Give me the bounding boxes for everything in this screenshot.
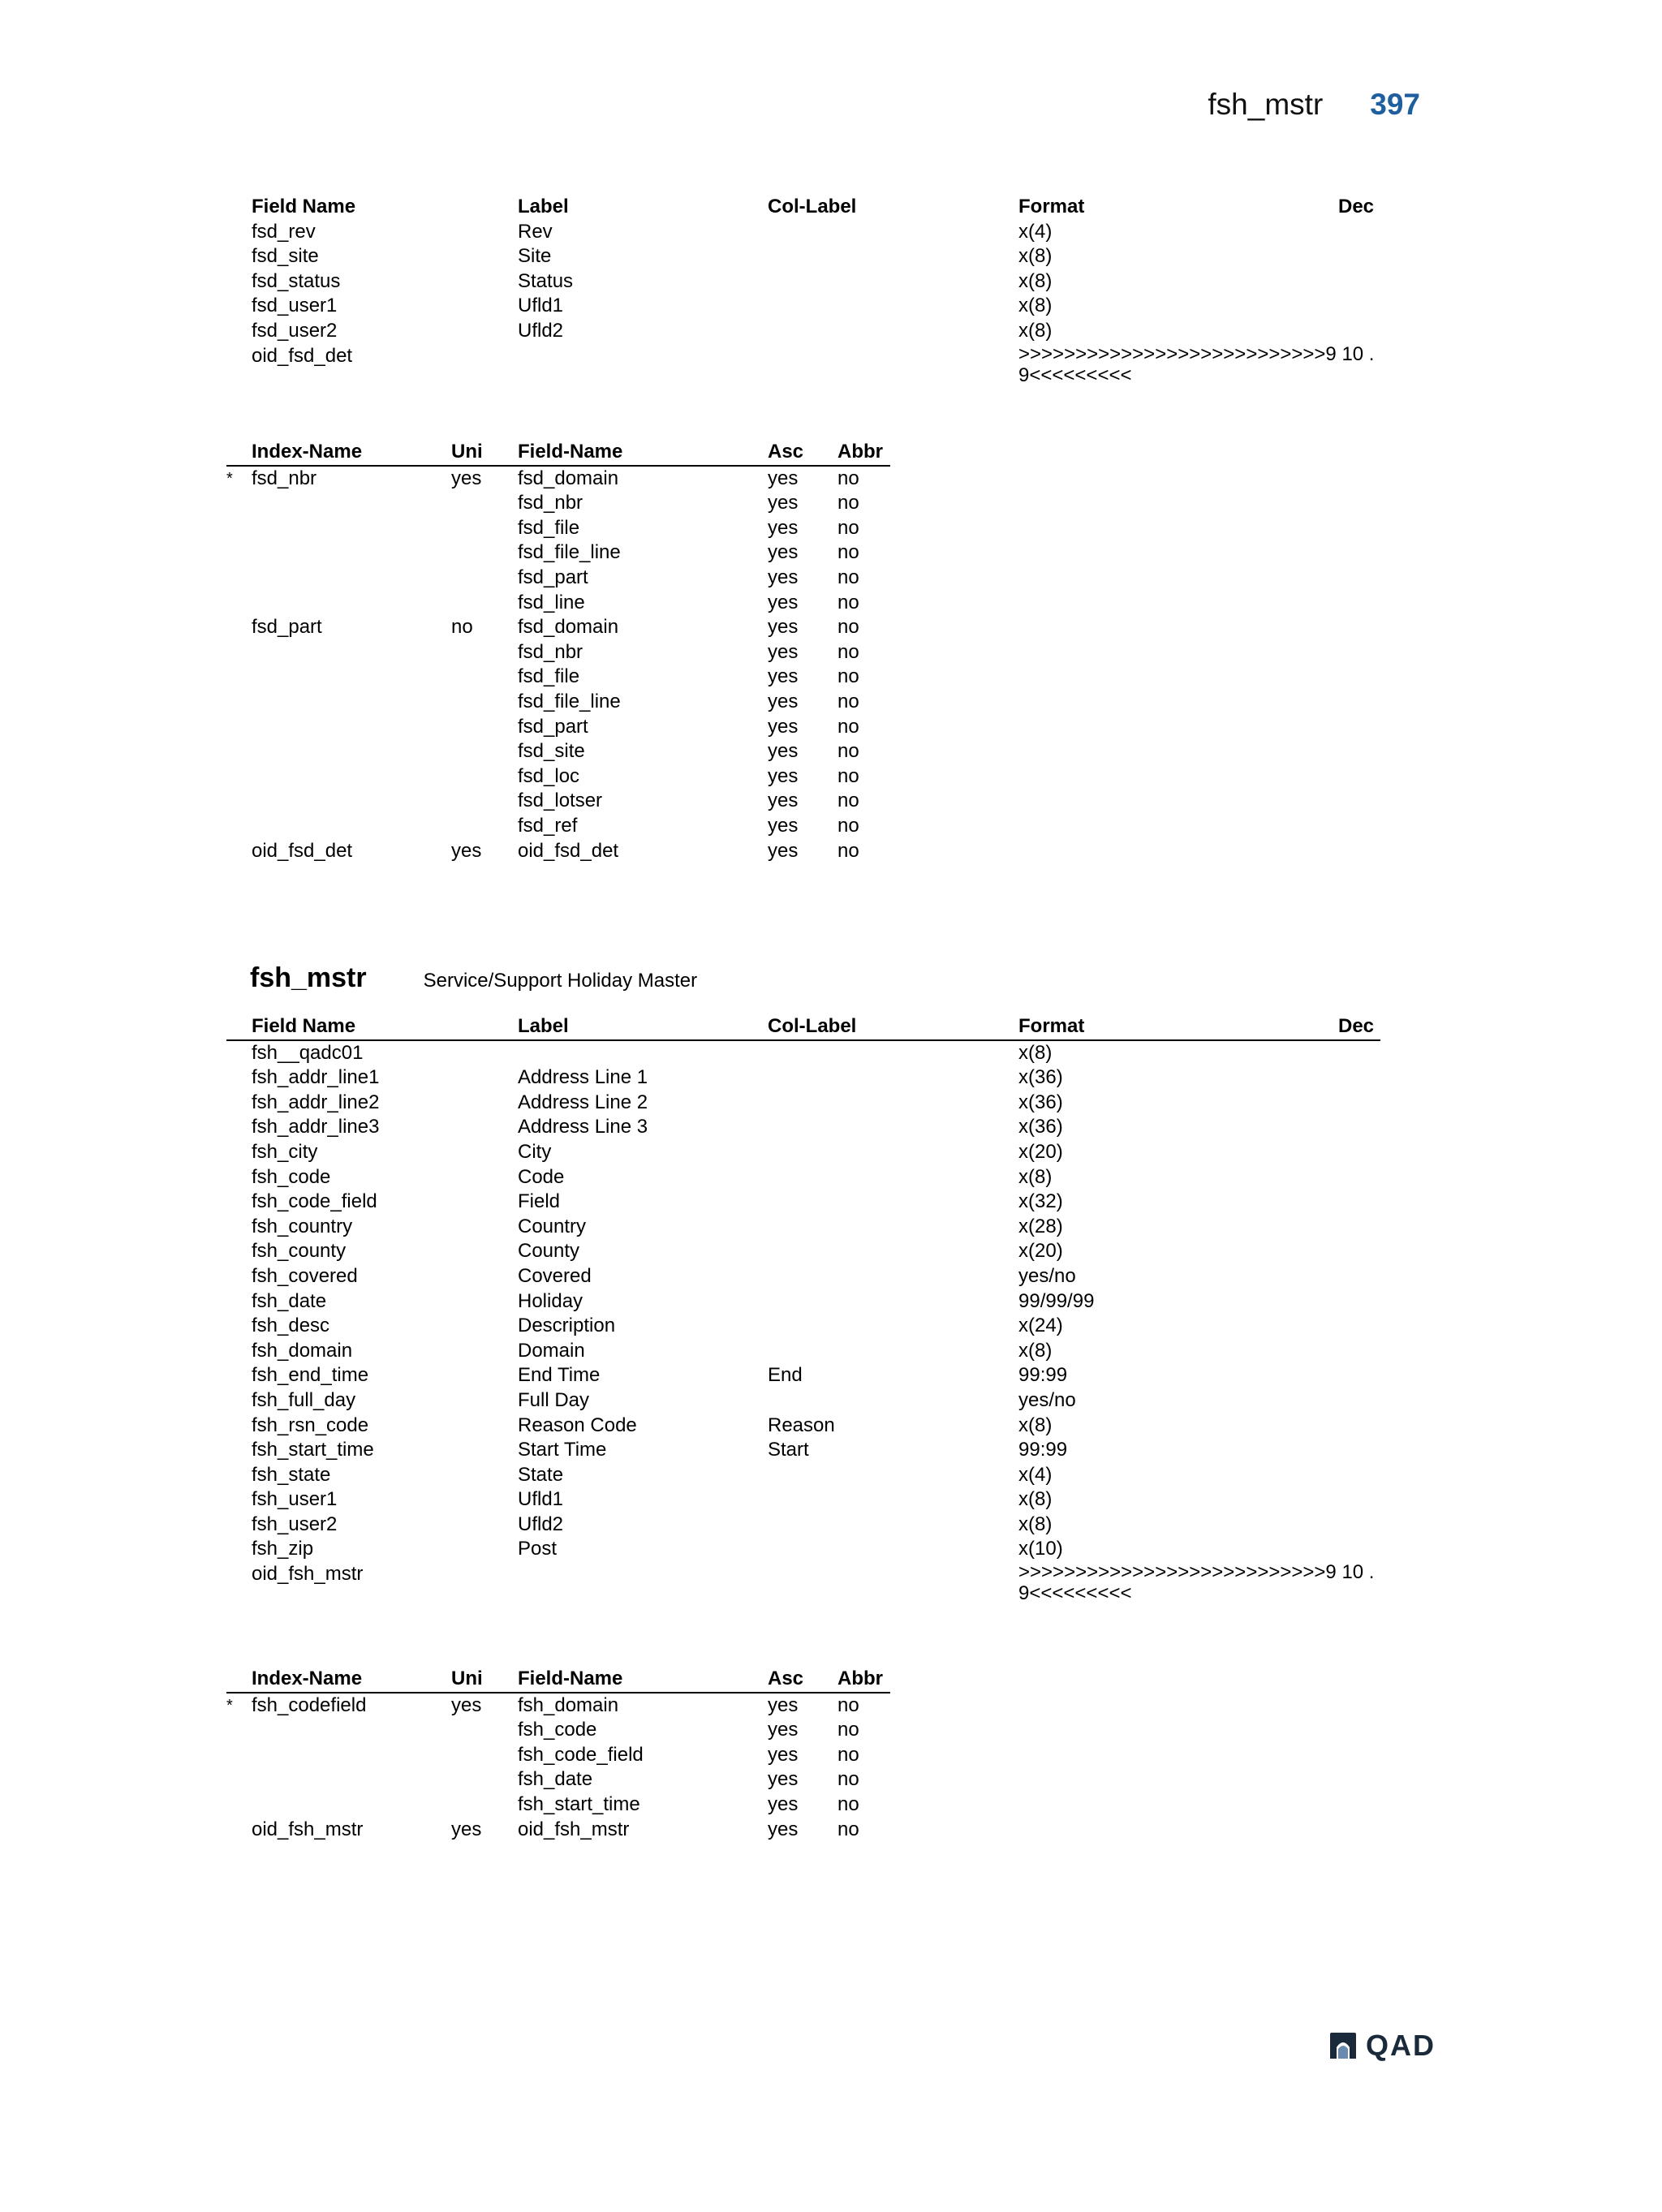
table-row [226,467,890,492]
index-abbreviated: no [837,1693,859,1716]
index-abbreviated: no [837,467,859,489]
field-name: fsh_addr_line2 [252,1091,380,1113]
column-header-col-label: Col-Label [768,196,857,217]
index-table-header [226,440,890,467]
index-name: fsd_nbr [252,467,317,489]
index-field-name: fsd_file [518,665,580,688]
index-unique: yes [451,467,482,489]
table-row [226,1289,1380,1315]
field-name: fsh_addr_line1 [252,1066,380,1089]
table-row [226,269,1380,295]
index-field-name: fsd_ref [518,814,578,837]
column-header-uni: Uni [451,1668,483,1689]
field-format: x(10) [1018,1538,1063,1560]
field-name: fsd_status [252,269,341,292]
column-header-uni: Uni [451,441,483,463]
index-field-name: fsd_lotser [518,790,603,812]
index-abbreviated: no [837,790,859,812]
table-row [226,764,890,790]
field-label: Reason Code [518,1414,637,1436]
field-name: fsd_user1 [252,295,338,317]
index-field-name: fsh_code_field [518,1743,644,1766]
column-header-field: Field-Name [518,441,623,463]
index-field-name: fsd_part [518,715,588,738]
table-row [226,839,890,864]
header-table-name: fsh_mstr [1208,88,1324,121]
field-name: fsh_start_time [252,1439,374,1461]
field-name: fsd_site [252,245,319,268]
index-abbreviated: no [837,616,859,639]
field-format: x(20) [1018,1140,1063,1163]
field-format: x(4) [1018,220,1053,243]
field-name: fsh_county [252,1240,347,1263]
field-format: x(28) [1018,1215,1063,1237]
table-row [226,615,890,640]
field-label: State [518,1463,564,1486]
table-row [226,244,1380,269]
field-label: County [518,1240,580,1263]
table-row [226,1091,1380,1116]
table-row [226,220,1380,245]
column-header-field: Field Name [252,196,356,217]
field-format: 99:99 [1018,1439,1068,1461]
index-field-name: fsd_site [518,740,585,763]
table-row [226,1339,1380,1364]
index-field-name: fsd_part [518,566,588,588]
table-row [226,1115,1380,1140]
column-header-abbr: Abbr [837,441,883,463]
index-unique: yes [451,839,482,862]
index-ascending: yes [768,591,799,613]
index-field-name: fsd_loc [518,764,580,787]
index-abbreviated: no [837,764,859,787]
table-row [226,1718,890,1743]
table-title [250,962,697,994]
index-abbreviated: no [837,1792,859,1815]
index-abbreviated: no [837,566,859,588]
index-name: oid_fsd_det [252,839,353,862]
column-header-label: Label [518,1015,569,1037]
table-row [226,1743,890,1768]
field-table-header [226,195,1380,220]
fsh-field-table [226,1014,1380,1607]
index-unique: no [451,616,473,639]
table-row [226,690,890,715]
index-field-name: fsd_line [518,591,585,613]
field-name: fsh_end_time [252,1364,369,1387]
index-abbreviated: no [837,740,859,763]
index-ascending: yes [768,1719,799,1741]
index-abbreviated: no [837,839,859,862]
field-label: Address Line 1 [518,1066,648,1089]
index-field-name: fsd_file_line [518,541,621,564]
index-unique: yes [451,1693,482,1716]
index-abbreviated: no [837,1818,859,1840]
index-name: oid_fsh_mstr [252,1818,364,1840]
table-row [226,1215,1380,1240]
field-label: Ufld2 [518,1513,564,1535]
column-header-index: Index-Name [252,441,363,463]
field-format: yes/no [1018,1264,1076,1287]
table-row [226,1767,890,1792]
table-row [226,344,1380,389]
table-row [226,491,890,516]
qad-logo-text: QAD [1366,2029,1436,2062]
index-abbreviated: no [837,690,859,712]
field-name: fsh_rsn_code [252,1414,369,1436]
index-ascending: yes [768,1818,799,1840]
field-name: fsh_full_day [252,1388,356,1411]
table-row [226,1693,890,1719]
column-header-label: Label [518,196,569,217]
index-field-name: fsd_nbr [518,492,583,514]
column-header-asc: Asc [768,1668,804,1689]
field-label: Site [518,245,552,268]
table-row [226,640,890,665]
field-format: x(8) [1018,1414,1053,1436]
field-format: x(8) [1018,245,1053,268]
field-label: Status [518,269,574,292]
column-header-field: Field Name [252,1015,356,1037]
index-abbreviated: no [837,1768,859,1791]
field-label: Country [518,1215,587,1237]
index-unique: yes [451,1818,482,1840]
field-col-label: Reason [768,1414,835,1436]
index-field-name: fsd_file_line [518,690,621,712]
field-format: x(8) [1018,295,1053,317]
field-name: fsh_covered [252,1264,358,1287]
index-ascending: yes [768,467,799,489]
index-abbreviated: no [837,640,859,663]
table-row [226,319,1380,344]
field-label: Ufld2 [518,319,564,342]
table-row [226,1438,1380,1463]
table-row [226,1562,1380,1607]
index-ascending: yes [768,814,799,837]
field-label: Start Time [518,1439,607,1461]
index-field-name: fsh_domain [518,1693,619,1716]
page-header [1208,88,1420,122]
field-label: Post [518,1538,558,1560]
column-header-field: Field-Name [518,1668,623,1689]
field-name: fsd_user2 [252,319,338,342]
column-header-asc: Asc [768,441,804,463]
table-row [226,294,1380,319]
index-ascending: yes [768,566,799,588]
field-label: Field [518,1190,561,1213]
index-ascending: yes [768,1693,799,1716]
field-name: fsh_zip [252,1538,314,1560]
index-field-name: oid_fsd_det [518,839,619,862]
index-ascending: yes [768,492,799,514]
index-field-name: fsd_domain [518,616,619,639]
field-label: Ufld1 [518,1488,564,1511]
field-format: x(4) [1018,1463,1053,1486]
field-name: fsh_city [252,1140,318,1163]
index-abbreviated: no [837,1719,859,1741]
field-format: x(36) [1018,1091,1063,1113]
index-abbreviated: no [837,516,859,539]
column-header-index: Index-Name [252,1668,363,1689]
qad-logo-icon [1327,2031,1359,2060]
field-table-header [226,1014,1380,1041]
field-name: fsh_domain [252,1339,353,1362]
table-row [226,566,890,591]
table-row [226,1818,890,1843]
table-row [226,1264,1380,1289]
fsh-index-table [226,1667,890,1842]
table-row [226,1513,1380,1538]
table-row [226,1041,1380,1066]
index-name: fsd_part [252,616,322,639]
index-field-name: fsd_domain [518,467,619,489]
field-label: Code [518,1165,565,1188]
field-name: oid_fsd_det [252,344,353,367]
table-row [226,1537,1380,1562]
table-row [226,665,890,690]
field-format: x(8) [1018,1339,1053,1362]
field-name: fsh__qadc01 [252,1041,364,1064]
table-row [226,1065,1380,1091]
field-label: Holiday [518,1289,583,1312]
field-label: Description [518,1315,616,1337]
field-format: x(36) [1018,1116,1063,1138]
table-row [226,739,890,764]
table-row [226,1140,1380,1165]
field-col-label: End [768,1364,803,1387]
field-format: x(32) [1018,1190,1063,1213]
fsd-index-table [226,440,890,863]
index-ascending: yes [768,516,799,539]
table-row [226,789,890,814]
field-col-label: Start [768,1439,809,1461]
table-row [226,814,890,839]
field-label: End Time [518,1364,601,1387]
index-ascending: yes [768,740,799,763]
index-field-name: fsh_date [518,1768,593,1791]
table-row [226,1363,1380,1388]
field-format: 99/99/99 [1018,1289,1095,1312]
page-number: 397 [1370,88,1420,121]
index-abbreviated: no [837,814,859,837]
index-ascending: yes [768,790,799,812]
index-table-header [226,1667,890,1693]
table-row [226,516,890,541]
field-format: x(8) [1018,319,1053,342]
field-format: >>>>>>>>>>>>>>>>>>>>>>>>>>>9 10 .9<<<<<<<<< [1018,1561,1375,1605]
table-row [226,1463,1380,1488]
field-label: Address Line 2 [518,1091,648,1113]
table-description: Service/Support Holiday Master [423,970,698,992]
table-row [226,1239,1380,1264]
index-abbreviated: no [837,665,859,688]
index-abbreviated: no [837,591,859,613]
field-name: fsh_addr_line3 [252,1116,380,1138]
field-label: Ufld1 [518,295,564,317]
index-field-name: fsh_code [518,1719,597,1741]
table-row [226,1414,1380,1439]
field-name: fsh_code_field [252,1190,377,1213]
index-abbreviated: no [837,541,859,564]
field-label: Full Day [518,1388,590,1411]
table-row [226,1190,1380,1215]
field-format: x(8) [1018,1513,1053,1535]
field-format: 99:99 [1018,1364,1068,1387]
index-abbreviated: no [837,715,859,738]
index-ascending: yes [768,616,799,639]
index-ascending: yes [768,665,799,688]
field-format: x(8) [1018,269,1053,292]
index-ascending: yes [768,1768,799,1791]
field-name: fsh_state [252,1463,331,1486]
field-name: fsh_desc [252,1315,330,1337]
field-format: x(8) [1018,1488,1053,1511]
field-name: fsh_date [252,1289,327,1312]
field-name: fsd_rev [252,220,316,243]
index-name: fsh_codefield [252,1693,367,1716]
table-row [226,1792,890,1818]
field-format: x(36) [1018,1066,1063,1089]
field-name: fsh_code [252,1165,331,1188]
field-format: x(20) [1018,1240,1063,1263]
field-label: Rev [518,220,553,243]
index-abbreviated: no [837,492,859,514]
column-header-col-label: Col-Label [768,1015,857,1037]
field-label: Address Line 3 [518,1116,648,1138]
index-ascending: yes [768,839,799,862]
field-format: yes/no [1018,1388,1076,1411]
table-row [226,540,890,566]
table-name: fsh_mstr [250,962,367,993]
field-name: fsh_country [252,1215,353,1237]
field-format: >>>>>>>>>>>>>>>>>>>>>>>>>>>9 10 .9<<<<<<<<< [1018,342,1375,386]
table-row [226,591,890,616]
table-row [226,1388,1380,1414]
primary-index-marker: * [226,469,233,488]
index-ascending: yes [768,1792,799,1815]
column-header-dec: Dec [1338,196,1375,217]
table-row [226,1165,1380,1190]
field-name: fsh_user1 [252,1488,338,1511]
primary-index-marker: * [226,1696,233,1715]
column-header-abbr: Abbr [837,1668,883,1689]
column-header-format: Format [1018,196,1085,217]
field-label: Domain [518,1339,585,1362]
field-format: x(8) [1018,1041,1053,1064]
table-row [226,715,890,740]
qad-logo [1327,2029,1436,2063]
index-ascending: yes [768,764,799,787]
column-header-format: Format [1018,1015,1085,1037]
index-ascending: yes [768,1743,799,1766]
field-name: oid_fsh_mstr [252,1563,364,1586]
index-field-name: fsd_file [518,516,580,539]
index-abbreviated: no [837,1743,859,1766]
field-label: City [518,1140,552,1163]
index-field-name: fsh_start_time [518,1792,640,1815]
field-format: x(8) [1018,1165,1053,1188]
field-name: fsh_user2 [252,1513,338,1535]
fsd-field-table [226,195,1380,389]
field-label: Covered [518,1264,592,1287]
field-format: x(24) [1018,1315,1063,1337]
index-ascending: yes [768,640,799,663]
index-field-name: oid_fsh_mstr [518,1818,630,1840]
index-field-name: fsd_nbr [518,640,583,663]
table-row [226,1487,1380,1513]
index-ascending: yes [768,690,799,712]
index-ascending: yes [768,715,799,738]
table-row [226,1314,1380,1339]
index-ascending: yes [768,541,799,564]
column-header-dec: Dec [1338,1015,1375,1037]
